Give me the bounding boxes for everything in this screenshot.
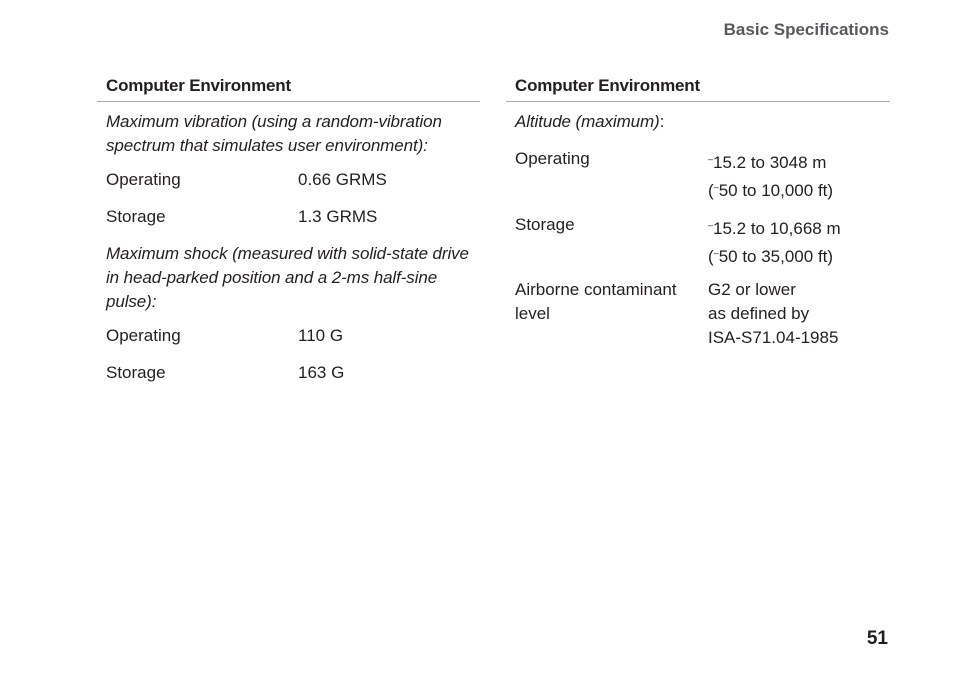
row-value: 163 G [298,363,345,382]
row-label: Storage [106,363,166,382]
row-value [708,278,890,350]
row-label: Storage [106,207,166,226]
row-value: 110 G [298,326,344,345]
shock-note: Maximum shock (measured with solid-state drive in head-parked position and a 2-ms half-sine pulse): [106,244,469,311]
row-label: Operating [106,326,181,345]
table-row [97,168,480,192]
table-row [97,205,480,229]
minus-sign: – [708,154,714,164]
value-line: ISA-S71.04-1985 [708,328,839,347]
value-line: G2 or lower [708,280,796,299]
value-imperial: 50 to 35,000 ft) [718,247,834,266]
table-row [97,361,480,385]
table-row [506,278,890,350]
page-number: 51 [866,628,888,649]
row-label: Operating [515,149,590,168]
row-value [708,147,890,203]
table-row [97,324,480,348]
value-line: as defined by [708,304,810,323]
table-heading: Computer Environment [97,76,480,102]
table-row [506,213,890,269]
row-value: 0.66 GRMS [298,170,387,189]
row-label: Operating [106,170,181,189]
label-line: Airborne contaminant [515,280,677,299]
altitude-note [506,102,890,134]
table-row [506,147,890,203]
value-metric: 15.2 to 3048 m [713,153,827,172]
running-header: Basic Specifications [723,20,889,39]
vibration-note: Maximum vibration (using a random-vibration spectrum that simulates user environment): [106,112,442,155]
table-heading: Computer Environment [506,76,890,102]
minus-sign: – [713,248,719,258]
paren-open: ( [708,181,714,200]
row-value: 1.3 GRMS [298,207,378,226]
paren-open: ( [708,247,714,266]
left-spec-table [97,76,480,385]
row-label [515,278,708,350]
row-value [708,213,890,269]
label-line: level [515,304,550,323]
right-spec-table [506,76,890,350]
altitude-note-text: Altitude (maximum) [515,112,660,131]
altitude-note-colon: : [659,112,665,131]
minus-sign: – [713,182,719,192]
value-metric: 15.2 to 10,668 m [713,219,841,238]
value-imperial: 50 to 10,000 ft) [718,181,834,200]
row-label: Storage [515,215,575,234]
minus-sign: – [708,220,714,230]
